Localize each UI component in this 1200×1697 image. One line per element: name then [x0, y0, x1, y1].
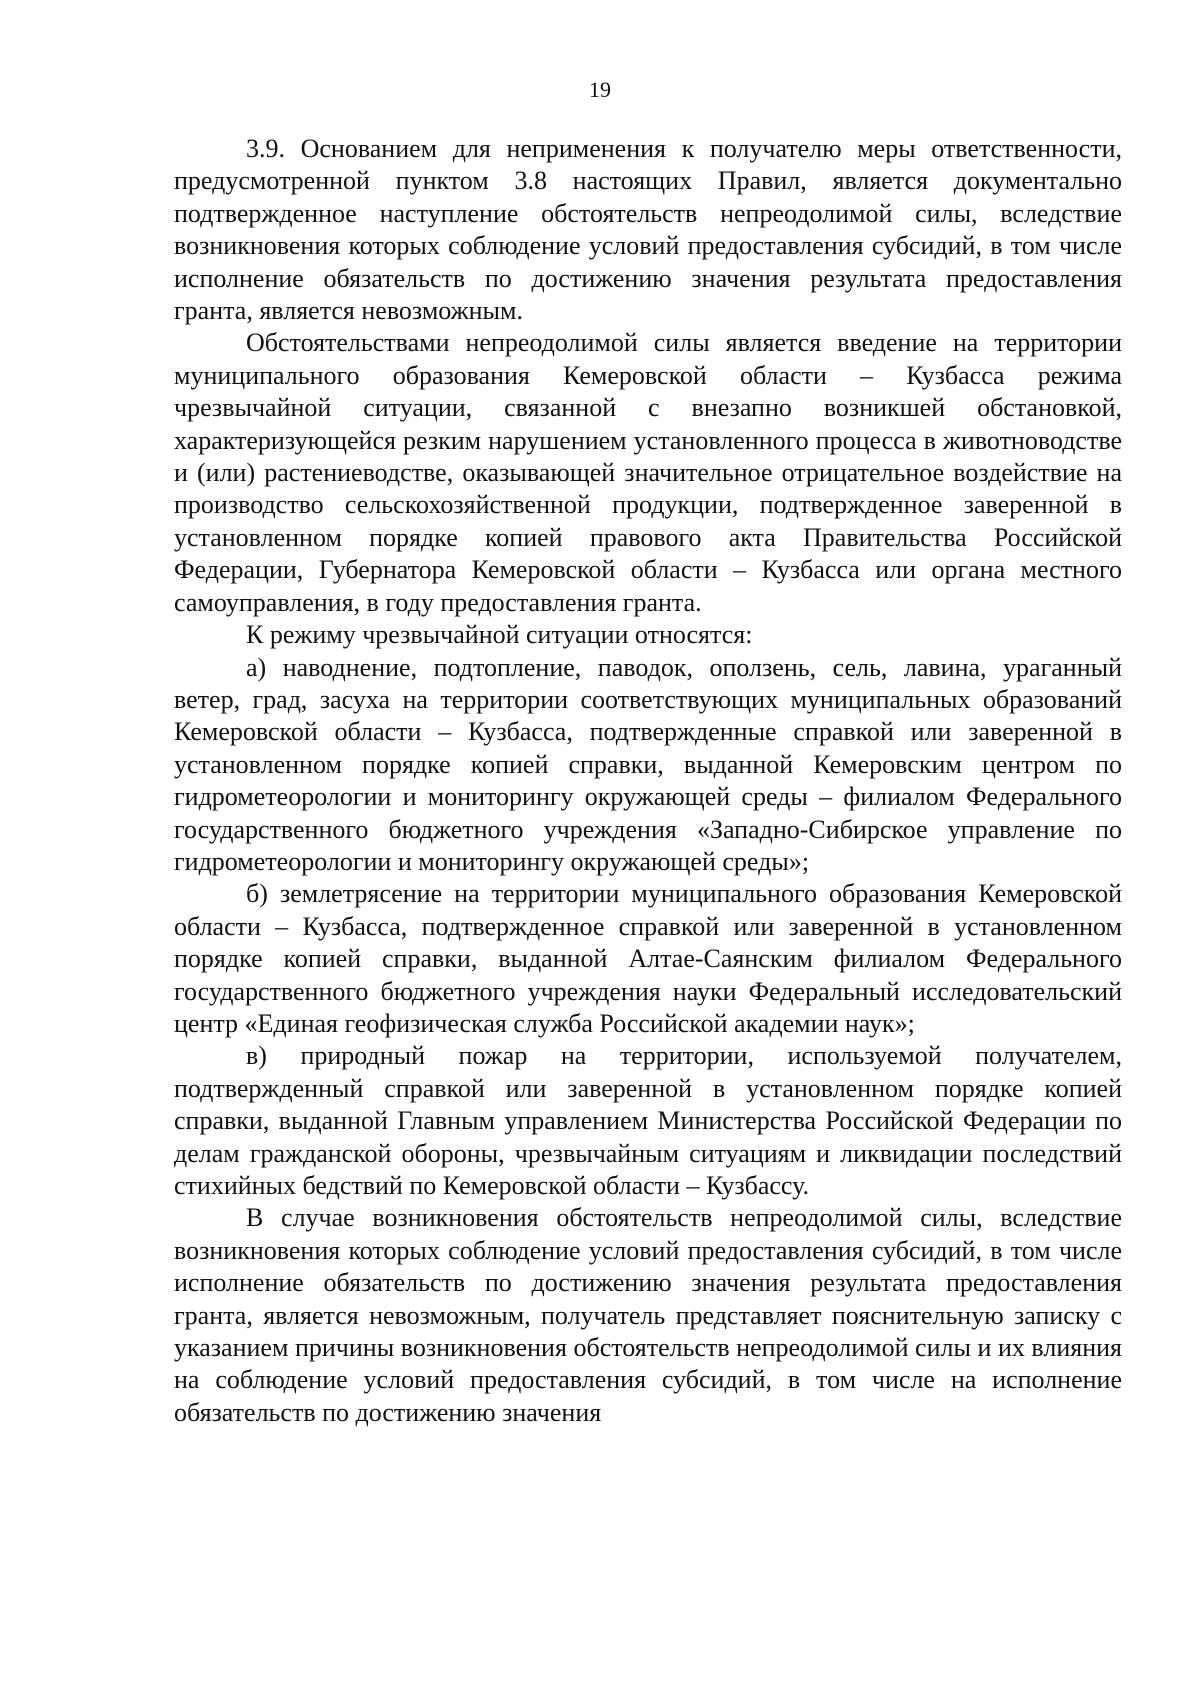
paragraph-item-v: в) природный пожар на территории, используемой получателем, подтвержденный справкой или заверенной в установленном порядке копией справки, выданной Главным управлением Министерства Российской Федерации по делам гражданской обороны, чрезвычайным ситуациям и ликвидации последствий стихийных бедствий по Кемеровской области – Кузбассу.	[174, 1041, 1122, 1200]
paragraph-force-majeure-definition: Обстоятельствами непреодолимой силы является введение на территории муниципального образования Кемеровской области – Кузбасса режима чрезвычайной ситуации, связанной с внезапно возникшей обстановкой, характеризующейся резким нарушением установленного процесса в животноводстве и (или) растениеводстве, оказывающей значительное отрицательное воздействие на производство сельскохозяйственной продукции, подтвержденное заверенной в установленном порядке копией правового акта Правительства Российской Федерации, Губернатора Кемеровской области – Кузбасса или органа местного самоуправления, в году предоставления гранта.	[174, 328, 1122, 617]
paragraph-explanatory-note: В случае возникновения обстоятельств непреодолимой силы, вследствие возникновения которых соблюдение условий предоставления субсидий, в том числе исполнение обязательств по достижению значения результата предоставления гранта, является невозможным, получатель представляет пояснительную записку с указанием причины возникновения обстоятельств непреодолимой силы и их влияния на соблюдение условий предоставления субсидий, в том числе на исполнение обязательств по достижению значения	[174, 1203, 1122, 1427]
document-body	[174, 133, 1122, 1429]
paragraph-item-a: а) наводнение, подтопление, паводок, оползень, сель, лавина, ураганный ветер, град, засуха на территории соответствующих муниципальных образований Кемеровской области – Кузбасса, подтвержденные справкой или заверенной в установленном порядке копией справки, выданной Кемеровским центром по гидрометеорологии и мониторингу окружающей среды – филиалом Федерального государственного бюджетного учреждения «Западно-Сибирское управление по гидрометеорологии и мониторингу окружающей среды»;	[174, 652, 1122, 876]
paragraph-item-b: б) землетрясение на территории муниципального образования Кемеровской области – Кузбасса, подтвержденное справкой или заверенной в установленном порядке копией справки, выданной Алтае-Саянским филиалом Федерального государственного бюджетного учреждения науки Федеральный исследовательский центр «Единая геофизическая служба Российской академии наук»;	[174, 879, 1122, 1038]
paragraph-3-9: 3.9. Основанием для неприменения к получателю меры ответственности, предусмотренной пунктом 3.8 настоящих Правил, является документально подтвержденное наступление обстоятельств непреодолимой силы, вследствие возникновения которых соблюдение условий предоставления субсидий, в том числе исполнение обязательств по достижению значения результата предоставления гранта, является невозможным.	[174, 134, 1122, 326]
paragraph-emergency-list-intro: К режиму чрезвычайной ситуации относятся:	[246, 620, 753, 650]
page-number: 19	[589, 77, 611, 102]
